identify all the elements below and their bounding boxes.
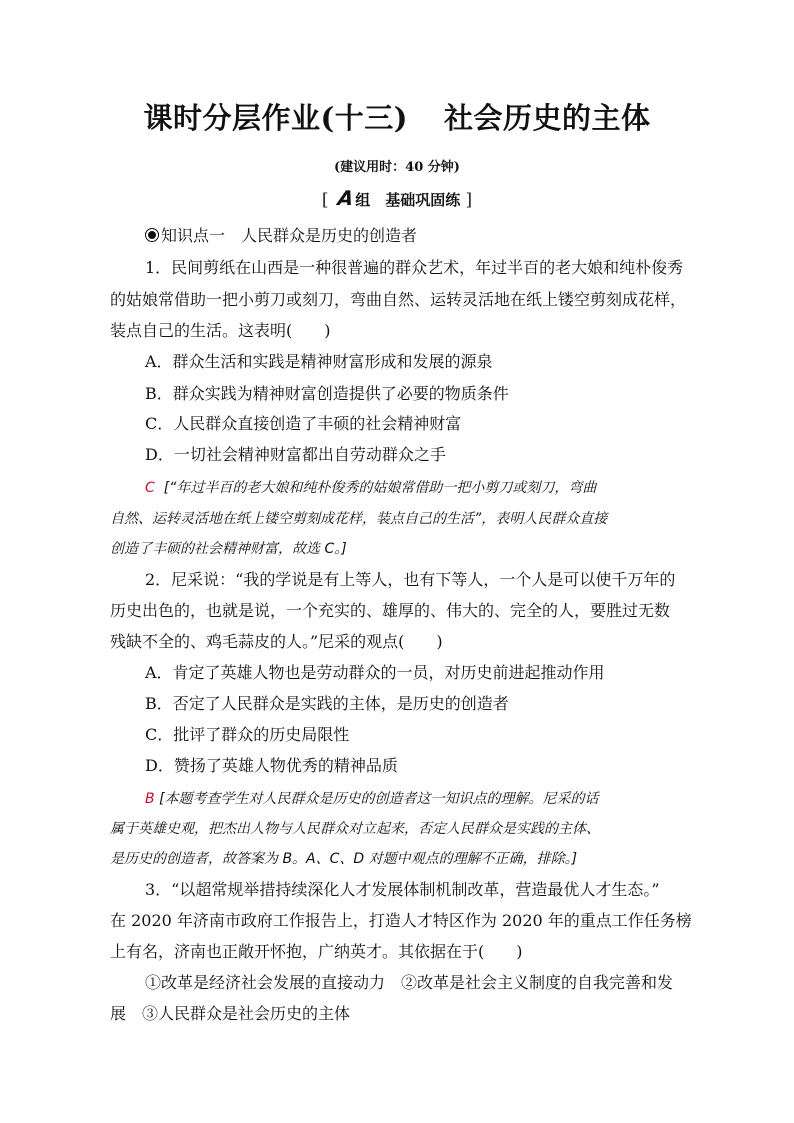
knowledge-point-text: 知识点一 人民群众是历史的创造者 — [161, 226, 418, 245]
q2-option-a: A．肯定了英雄人物也是劳动群众的一员，对历史前进起推动作用 — [145, 663, 605, 682]
q2-stem-line-2: 历史出色的，也就是说，一个充实的、雄厚的、伟大的、完全的人，要胜过无数 — [110, 601, 671, 620]
time-note: (建议用时：40 分钟) — [334, 160, 460, 175]
q1-stem-line-2: 的姑娘常借助一把小剪刀或刻刀，弯曲自然、运转灵活地在纸上镂空剪刻成花样， — [110, 290, 687, 309]
q2-option-b: B．否定了人民群众是实践的主体，是历史的创造者 — [145, 694, 509, 713]
q3-option-line-2: 展 ③人民群众是社会历史的主体 — [110, 1004, 351, 1023]
group-letter: A — [336, 186, 355, 210]
q1-option-a: A．群众生活和实践是精神财富形成和发展的源泉 — [145, 352, 493, 371]
title-main: 课时分层作业(十三) — [143, 101, 408, 135]
group-label: 组 基础巩固练 — [355, 191, 461, 209]
group-bracket-left: [ — [321, 190, 329, 210]
circle-dot-icon — [145, 228, 159, 242]
group-header — [0, 186, 794, 210]
group-bracket-right: ] — [465, 190, 473, 210]
q2-stem-line-3: 残缺不全的、鸡毛蒜皮的人。”尼采的观点( ) — [110, 632, 443, 651]
q1-option-c: C．人民群众直接创造了丰硕的社会精神财富 — [145, 414, 462, 433]
title-topic: 社会历史的主体 — [443, 101, 651, 135]
q2-explanation-line-2: 属于英雄史观，把杰出人物与人民群众对立起来，否定人民群众是实践的主体、 — [110, 821, 600, 837]
q1-answer: C — [145, 480, 155, 496]
q1-stem-line-3: 装点自己的生活。这表明( ) — [110, 321, 331, 340]
q2-option-d: D．赞扬了英雄人物优秀的精神品质 — [145, 756, 398, 775]
knowledge-point-heading — [145, 226, 723, 246]
q1-explanation-line-3: 创造了丰硕的社会精神财富，故选 C。] — [110, 541, 347, 557]
q2-stem-line-1: 2．尼采说：“我的学说是有上等人，也有下等人，一个人是可以使千万年的 — [145, 570, 676, 589]
q3-stem-line-1: 3．“以超常规举措持续深化人才发展体制机制改革，营造最优人才生态。” — [145, 880, 660, 899]
q2-explanation-line-3: 是历史的创造者，故答案为 B。A、C、D 对题中观点的理解不正确，排除。] — [110, 851, 578, 867]
q1-stem-line-1: 1．民间剪纸在山西是一种很普遍的群众艺术，年过半百的老大娘和纯朴俊秀 — [145, 258, 684, 277]
page-title — [0, 96, 794, 137]
q1-option-d: D．一切社会精神财富都出自劳动群众之手 — [145, 445, 446, 464]
q1-option-b: B．群众实践为精神财富创造提供了必要的物质条件 — [145, 384, 509, 403]
q1-explanation-line-2: 自然、运转灵活地在纸上镂空剪刻成花样，装点自己的生活”，表明人民群众直接 — [110, 511, 608, 527]
q2-option-c: C．批评了群众的历史局限性 — [145, 725, 350, 744]
q2-answer: B — [145, 791, 155, 807]
q1-explanation-line-1: C [“年过半百的老大娘和纯朴俊秀的姑娘常借助一把小剪刀或刻刀，弯曲 — [145, 480, 597, 496]
q3-option-line-1: ①改革是经济社会发展的直接动力 ②改革是社会主义制度的自我完善和发 — [145, 973, 674, 992]
q2-explanation-line-1: B [本题考查学生对人民群众是历史的创造者这一知识点的理解。尼采的话 — [145, 791, 599, 807]
q3-stem-line-2: 在 2020 年济南市政府工作报告上，打造人才特区作为 2020 年的重点工作任务榜 — [110, 911, 692, 930]
q3-stem-line-3: 上有名，济南也正敞开怀抱，广纳英才。其依据在于( ) — [110, 942, 523, 961]
